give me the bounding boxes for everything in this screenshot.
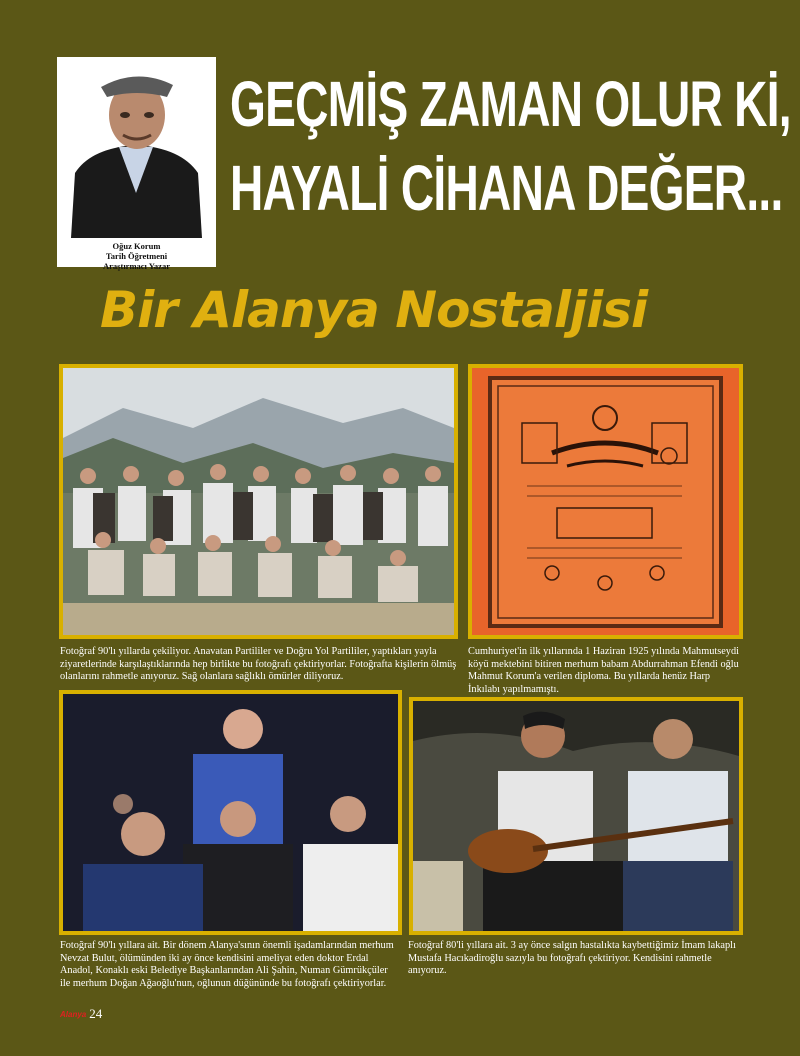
saz-photo bbox=[413, 701, 739, 931]
page-footer bbox=[60, 1006, 102, 1022]
caption-saz: Fotoğraf 80'li yıllara ait. 3 ay önce salgın hastalıkta kaybettiğimiz İmam lakaplı Mustafa Hacıkadiroğlu sazıyla bu fotoğrafı çektiriyor. Kendisini rahmetle anıyoruz. bbox=[408, 940, 736, 977]
magazine-logo: Alanya bbox=[60, 1009, 87, 1019]
photo-diploma-frame bbox=[468, 364, 743, 639]
author-box bbox=[57, 57, 216, 271]
photo-group-frame bbox=[59, 364, 458, 639]
group-photo bbox=[63, 368, 454, 635]
headline bbox=[230, 62, 790, 230]
photo-saz-frame bbox=[409, 697, 743, 935]
caption-wedding: Fotoğraf 90'lı yıllara ait. Bir dönem Alanya'sının önemli işadamlarından merhum Nevzat Bulut, ölümünden iki ay önce kendisini ameliyat eden doktor Erdal Anadol, Konaklı eski Belediye Başkanlarından Ali Şahin, Numan Gümrükçüler ile merhum Doğan Ağaoğlu'nun, oğlunun düğününde bu fotoğrafı çektiriyorlar. bbox=[60, 940, 394, 989]
diploma-image bbox=[472, 368, 739, 635]
caption-group: Fotoğraf 90'lı yıllarda çekiliyor. Anavatan Partililer ve Doğru Yol Partililer, yaptıkları yayla ziyaretlerinde karşılaştıklarında hep birlikte bu fotoğrafı çektiriyorlar. Fotoğrafta kişilerin ölmüş olanlarını rahmetle anıyoruz. Sağ olanlara sağlıklı ömürler diliyoruz. bbox=[60, 646, 457, 683]
headline-line2: HAYALİ CİHANA DEĞER... bbox=[230, 152, 783, 224]
wedding-photo bbox=[63, 694, 398, 931]
author-photo bbox=[61, 63, 212, 238]
author-name: Oğuz Korum bbox=[112, 241, 161, 251]
page-number: 24 bbox=[89, 1006, 103, 1021]
photo-wedding-frame bbox=[59, 690, 402, 935]
headline-line1: GEÇMİŞ ZAMAN OLUR Kİ, bbox=[230, 68, 791, 140]
subtitle: Bir Alanya Nostaljisi bbox=[100, 281, 648, 339]
author-role: Tarih Öğretmeni bbox=[105, 251, 168, 261]
author-role2: Araştırmacı Yazar bbox=[103, 261, 170, 271]
caption-diploma: Cumhuriyet'in ilk yıllarında 1 Haziran 1925 yılında Mahmutseydi köyü mektebini bitiren merhum babam Abdurrahman Efendi oğlu Mahmut Korum'a verilen diploma. Bu yıllarda henüz Harp İnkılabı yapılmamıştı. bbox=[468, 646, 739, 695]
